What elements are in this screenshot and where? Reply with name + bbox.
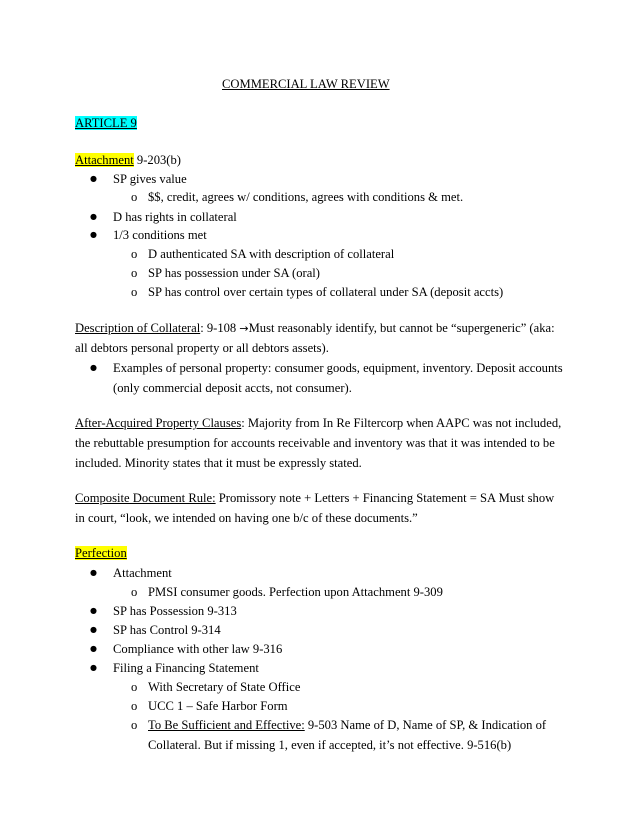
after-acquired-line-3: included. Minority states that it must be expressly stated. (75, 456, 362, 470)
description-line-2: all debtors personal property or all debtors assets). (75, 341, 329, 355)
attachment-bullet-1: ● SP gives value (113, 171, 187, 187)
perfection-heading: Perfection (75, 546, 127, 560)
description-ref: : 9-108 (200, 321, 240, 335)
after-acquired-line-1 (75, 415, 561, 431)
perfection-filing-sub-2: o UCC 1 – Safe Harbor Form (148, 698, 288, 714)
perfection-heading-line (75, 545, 127, 561)
description-heading: Description of Collateral (75, 321, 201, 335)
perfection-bullet-3: ● SP has Control 9-314 (113, 622, 221, 638)
perfection-bullet-1: ● Attachment (113, 565, 172, 581)
perfection-bullet-5: ● Filing a Financing Statement (113, 660, 259, 676)
perfection-sub-1: o PMSI consumer goods. Perfection upon Attachment 9-309 (148, 584, 443, 600)
perfection-bullet-2: ● SP has Possession 9-313 (113, 603, 237, 619)
composite-heading: Composite Document Rule: (75, 491, 216, 505)
sufficient-effective-heading: To Be Sufficient and Effective: (148, 718, 305, 732)
perfection-filing-sub-3 (148, 717, 546, 733)
composite-line-2: in court, “look, we intended on having one b/c of these documents.” (75, 511, 418, 525)
description-line-1 (75, 320, 555, 337)
attachment-heading-line (75, 152, 181, 168)
composite-text: Promissory note + Letters + Financing Statement = SA Must show (215, 491, 555, 505)
attachment-ref: 9-203(b) (133, 153, 181, 167)
attachment-bullet-3: ● 1/3 conditions met (113, 227, 207, 243)
description-text: Must reasonably identify, but cannot be “supergeneric” (aka: (248, 321, 555, 335)
perfection-filing-sub-1: o With Secretary of State Office (148, 679, 300, 695)
sufficient-effective-text: 9-503 Name of D, Name of SP, & Indication of (304, 718, 547, 732)
after-acquired-text: : Majority from In Re Filtercorp when AAPC was not included, (241, 416, 562, 430)
attachment-condition-1: o D authenticated SA with description of collateral (148, 246, 394, 262)
attachment-heading: Attachment (75, 153, 134, 167)
perfection-bullet-4: ● Compliance with other law 9-316 (113, 641, 282, 657)
after-acquired-line-2: the rebuttable presumption for accounts receivable and inventory was that it was intended to be (75, 436, 555, 450)
attachment-sub-1: o $$, credit, agrees w/ conditions, agrees with conditions & met. (148, 189, 463, 205)
article-heading (75, 115, 137, 131)
perfection-filing-sub-3-line-2: Collateral. But if missing 1, even if accepted, it’s not effective. 9-516(b) (148, 738, 512, 752)
after-acquired-heading: After-Acquired Property Clauses (75, 416, 242, 430)
attachment-bullet-2: ● D has rights in collateral (113, 209, 237, 225)
article-label: ARTICLE 9 (75, 116, 137, 130)
description-bullet-line-2: (only commercial deposit accts, not consumer). (113, 381, 352, 395)
description-bullet-line-1: ● Examples of personal property: consumer goods, equipment, inventory. Deposit accounts (113, 360, 563, 376)
document-title: COMMERCIAL LAW REVIEW (222, 77, 390, 91)
attachment-condition-3: o SP has control over certain types of collateral under SA (deposit accts) (148, 284, 503, 300)
attachment-condition-2: o SP has possession under SA (oral) (148, 265, 320, 281)
arrow-icon: → (239, 322, 249, 335)
composite-line-1 (75, 490, 554, 506)
